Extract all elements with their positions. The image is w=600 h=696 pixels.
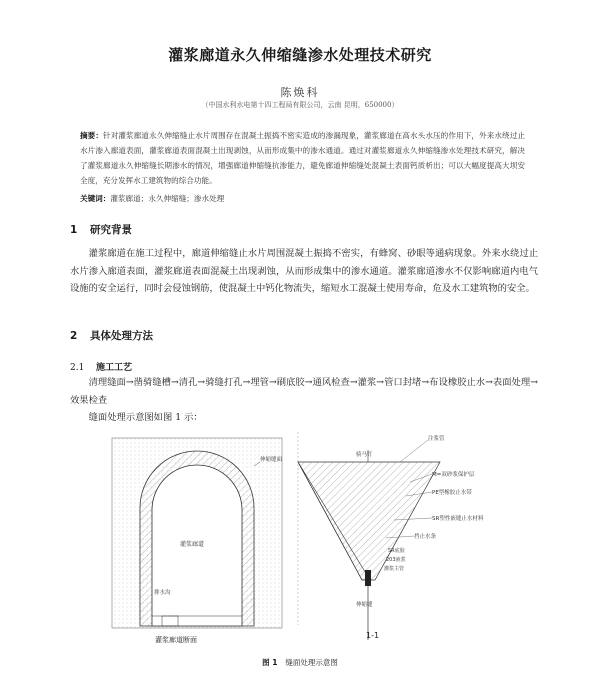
section-1-paragraph: 灌浆廊道在施工过程中，廊道伸缩缝止水片周围混凝土振捣不密实，有蜂窝、砂眼等通病现象。外来水绕过止水片渗入廊道表面，灌浆廊道表面混凝土出现剥蚀，从而形成集中的渗水通道。灌浆廊道渗水不仅影响廊道内电气设施的安全运行，同时会侵蚀钢筋，使混凝土中钙化物流失，缩短水工混凝土使用寿命，危及水工建筑物的安全。 [70,248,538,294]
section-1-heading [70,222,132,237]
author-affiliation: （中国水利水电第十四工程局有限公司，云南 昆明，650000） [201,101,399,109]
section-2-1-heading [70,360,132,373]
section-1-title: 研究背景 [90,224,132,236]
keywords-text: 灌浆廊道；永久伸缩缝；渗水处理 [110,194,225,203]
label-mortar-layer: M=双砂浆保护层 [432,472,475,478]
joint-detail-drawing [298,432,484,640]
figure-caption-number: 图 1 [262,658,278,667]
section-2-title: 具体处理方法 [90,330,153,342]
author-name: 陈焕科 [280,86,320,99]
grout-pipe [365,570,371,586]
label-drain: 排水沟 [154,590,171,596]
label-grout-pipe: 注浆管 [428,436,445,442]
label-staple: 骑马钉 [356,452,373,458]
gallery-section-drawing [112,438,283,644]
figure-caption-text: 缝面处理示意图 [285,658,338,667]
abstract [80,128,525,188]
figure-1 [110,430,490,655]
label-primer: SR底胶 [388,548,405,554]
section-1-number: 1 [70,224,78,236]
figure-1-drawing [110,430,490,655]
section-2-number: 2 [70,330,78,342]
process-steps: 清理缝面→凿骑缝槽→清孔→骑缝打孔→埋管→刷底胶→通风检查→灌浆→管口封堵→布设橡胶止水→表面处理→效果检查 [70,377,538,406]
label-rubber-strip: PE型橡胶止水带 [432,490,472,496]
figure-reference: 缝面处理示意图如图 1 示： [88,412,203,423]
keywords-label: 关键词： [80,194,111,203]
label-gallery: 灌浆廊道 [180,541,205,548]
label-expansion-joint: 伸缩缝 [356,602,373,608]
label-stop-strip: 挡止水条 [414,534,437,540]
leader-line [400,440,428,462]
section-2-1-title: 施工工艺 [96,363,133,373]
keywords [80,191,525,206]
label-main-pipe: 灌浆主管 [384,566,405,572]
abstract-text: 针对灌浆廊道永久伸缩缝止水片周围存在混凝土振捣不密实造成的渗漏现象，灌浆廊道在高水头水压的作用下，外来水绕过止水片渗入廊道表面，灌浆廊道表面混凝土出现剥蚀，从而形成集中的渗水通道。通过对灌浆廊道永久伸缩缝渗水处理技术研究，解决了灌浆廊道永久伸缩缝长期渗水的情况，增强廊道伸缩缝抗渗能力，避免廊道伸缩缝处混凝土表面钙质析出；可以大幅度提高大坝安全度，充分发挥水工建筑物的综合功能。 [80,131,526,185]
label-sealant: SR塑性嵌缝止水材料 [432,516,484,522]
label-grout: 203液浆 [386,557,406,563]
paper-title: 灌浆廊道永久伸缩缝渗水处理技术研究 [168,46,432,64]
seal-layers [298,462,440,580]
section-2-heading [70,328,153,343]
left-sublabel: 灌浆廊道断面 [155,636,197,644]
label-joint-face: 伸缩缝面 [260,457,283,463]
abstract-label: 摘要： [80,131,104,140]
figure-caption [0,657,600,668]
section-2-1-number: 2.1 [70,363,85,373]
right-sublabel: 1-1 [366,631,380,640]
